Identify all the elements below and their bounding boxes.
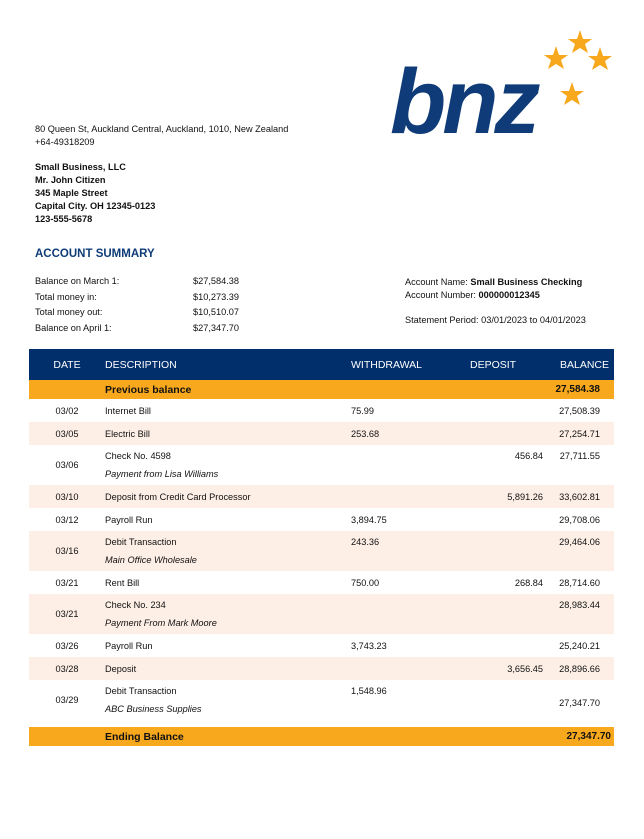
customer-phone: 123-555-5678 xyxy=(35,214,93,224)
row-withdrawal xyxy=(351,485,461,508)
row-withdrawal: 1,548.96 xyxy=(351,686,387,696)
row-date: 03/29 xyxy=(55,695,79,705)
row-description-text: Check No. 4598 xyxy=(105,451,171,461)
header-date: DATE xyxy=(29,349,105,380)
row-balance: 28,714.60 xyxy=(559,577,600,588)
row-withdrawal xyxy=(351,657,461,680)
row-description xyxy=(105,571,351,594)
bnz-logo xyxy=(390,28,620,148)
row-deposit xyxy=(461,508,543,531)
row-balance: 27,347.70 xyxy=(559,698,600,708)
row-balance: 27,711.55 xyxy=(559,451,600,461)
table-row xyxy=(29,531,614,571)
account-number: 000000012345 xyxy=(478,290,540,300)
row-balance: 27,508.39 xyxy=(559,405,600,416)
account-name-label: Account Name: xyxy=(405,277,468,287)
row-withdrawal: 75.99 xyxy=(351,405,374,416)
previous-balance-value: 27,584.38 xyxy=(543,380,614,399)
row-date: 03/21 xyxy=(55,577,79,588)
table-row xyxy=(29,485,614,508)
row-date: 03/21 xyxy=(29,594,105,634)
account-info xyxy=(405,276,582,302)
table-row xyxy=(29,399,614,422)
row-withdrawal: 253.68 xyxy=(351,422,461,445)
row-date: 03/02 xyxy=(55,405,79,416)
row-description-text: Rent Bill xyxy=(105,577,140,588)
account-name: Small Business Checking xyxy=(470,277,583,287)
account-number-label: Account Number: xyxy=(405,290,476,300)
row-description xyxy=(105,399,351,422)
row-description-text: Payroll Run xyxy=(105,514,153,525)
table-header xyxy=(29,349,614,380)
row-description xyxy=(105,508,351,531)
row-balance: 33,602.81 xyxy=(543,485,614,508)
customer-name: Mr. John Citizen xyxy=(35,175,106,185)
row-date: 03/05 xyxy=(29,422,105,445)
customer-city: Capital City. OH 12345-0123 xyxy=(35,201,156,211)
row-description xyxy=(105,445,351,485)
table-row xyxy=(29,445,614,485)
summary-label: Total money in: xyxy=(35,291,97,302)
row-deposit: 3,656.45 xyxy=(461,657,543,680)
row-date: 03/10 xyxy=(29,485,105,508)
row-date: 03/06 xyxy=(55,460,79,470)
bank-address-block xyxy=(35,123,288,149)
row-deposit: 268.84 xyxy=(514,577,543,588)
row-description xyxy=(105,422,351,445)
summary-label: Balance on March 1: xyxy=(35,276,120,286)
row-balance: 29,464.06 xyxy=(543,531,614,571)
row-description xyxy=(105,594,351,634)
summary-value: $27,347.70 xyxy=(193,322,239,333)
table-row xyxy=(29,657,614,680)
table-row xyxy=(29,680,614,720)
account-summary xyxy=(35,274,239,336)
statement-period xyxy=(405,315,586,325)
row-balance: 25,240.21 xyxy=(559,640,600,651)
row-withdrawal xyxy=(351,594,461,634)
row-description-sub: Payment from Lisa Williams xyxy=(105,469,219,479)
table-row xyxy=(29,594,614,634)
summary-label: Balance on April 1: xyxy=(35,322,112,333)
ending-balance-label: Ending Balance xyxy=(105,727,351,746)
row-description-text: Electric Bill xyxy=(105,428,150,439)
row-description-text: Internet Bill xyxy=(105,405,151,416)
statement-period-value: 03/01/2023 to 04/01/2023 xyxy=(481,315,586,325)
ending-balance-value: 27,347.70 xyxy=(543,727,614,746)
row-description-text: Debit Transaction xyxy=(105,686,177,696)
row-description-text: Deposit xyxy=(105,663,137,674)
svg-text:bnz: bnz xyxy=(390,51,537,143)
row-deposit xyxy=(461,531,543,571)
header-withdrawal: WITHDRAWAL xyxy=(351,349,461,380)
row-date: 03/26 xyxy=(55,640,79,651)
row-deposit xyxy=(461,634,543,657)
summary-value: $10,273.39 xyxy=(193,291,239,302)
table-row xyxy=(29,571,614,594)
ending-balance-row xyxy=(29,727,614,746)
row-deposit: 456.84 xyxy=(514,451,543,461)
row-withdrawal: 3,894.75 xyxy=(351,514,387,525)
row-date: 03/28 xyxy=(29,657,105,680)
previous-balance-label: Previous balance xyxy=(105,380,351,399)
row-deposit xyxy=(461,594,543,634)
previous-balance-row xyxy=(29,380,614,399)
row-description-sub: ABC Business Supplies xyxy=(105,704,202,714)
summary-value: $10,510.07 xyxy=(193,307,239,317)
row-date: 03/16 xyxy=(29,531,105,571)
row-withdrawal xyxy=(351,445,461,485)
summary-value: $27,584.38 xyxy=(193,276,239,286)
table-row xyxy=(29,634,614,657)
statement-period-label: Statement Period: xyxy=(405,315,479,325)
row-description xyxy=(105,634,351,657)
row-withdrawal: 243.36 xyxy=(351,531,461,571)
row-deposit: 5,891.26 xyxy=(461,485,543,508)
row-balance: 28,983.44 xyxy=(543,594,614,634)
row-withdrawal: 750.00 xyxy=(351,577,380,588)
row-description xyxy=(105,680,351,720)
transactions-table xyxy=(29,349,614,746)
row-balance: 29,708.06 xyxy=(559,514,600,525)
row-balance: 28,896.66 xyxy=(543,657,614,680)
row-description-text: Check No. 234 xyxy=(105,600,166,610)
summary-label: Total money out: xyxy=(35,307,103,317)
spacer-row xyxy=(29,720,614,727)
row-withdrawal: 3,743.23 xyxy=(351,640,387,651)
customer-company: Small Business, LLC xyxy=(35,162,126,172)
table-row xyxy=(29,508,614,531)
row-description-sub: Payment From Mark Moore xyxy=(105,618,217,628)
row-description xyxy=(105,485,351,508)
row-deposit xyxy=(461,680,543,720)
header-balance: BALANCE xyxy=(543,349,614,380)
customer-block xyxy=(35,161,155,226)
row-description-text: Deposit from Credit Card Processor xyxy=(105,491,251,502)
bank-address: 80 Queen St, Auckland Central, Auckland, 1010, New Zealand xyxy=(35,124,289,134)
row-description xyxy=(105,531,351,571)
account-summary-title: ACCOUNT SUMMARY xyxy=(35,248,155,260)
customer-street: 345 Maple Street xyxy=(35,188,108,198)
table-row xyxy=(29,422,614,445)
bank-phone: +64-49318209 xyxy=(35,137,95,147)
header-deposit: DEPOSIT xyxy=(461,349,543,380)
row-description xyxy=(105,657,351,680)
row-balance: 27,254.71 xyxy=(543,422,614,445)
row-deposit xyxy=(461,399,543,422)
row-description-text: Debit Transaction xyxy=(105,537,177,547)
row-deposit xyxy=(461,422,543,445)
row-description-text: Payroll Run xyxy=(105,640,153,651)
row-date: 03/12 xyxy=(55,514,79,525)
row-description-sub: Main Office Wholesale xyxy=(105,555,197,565)
header-description: DESCRIPTION xyxy=(105,349,351,380)
